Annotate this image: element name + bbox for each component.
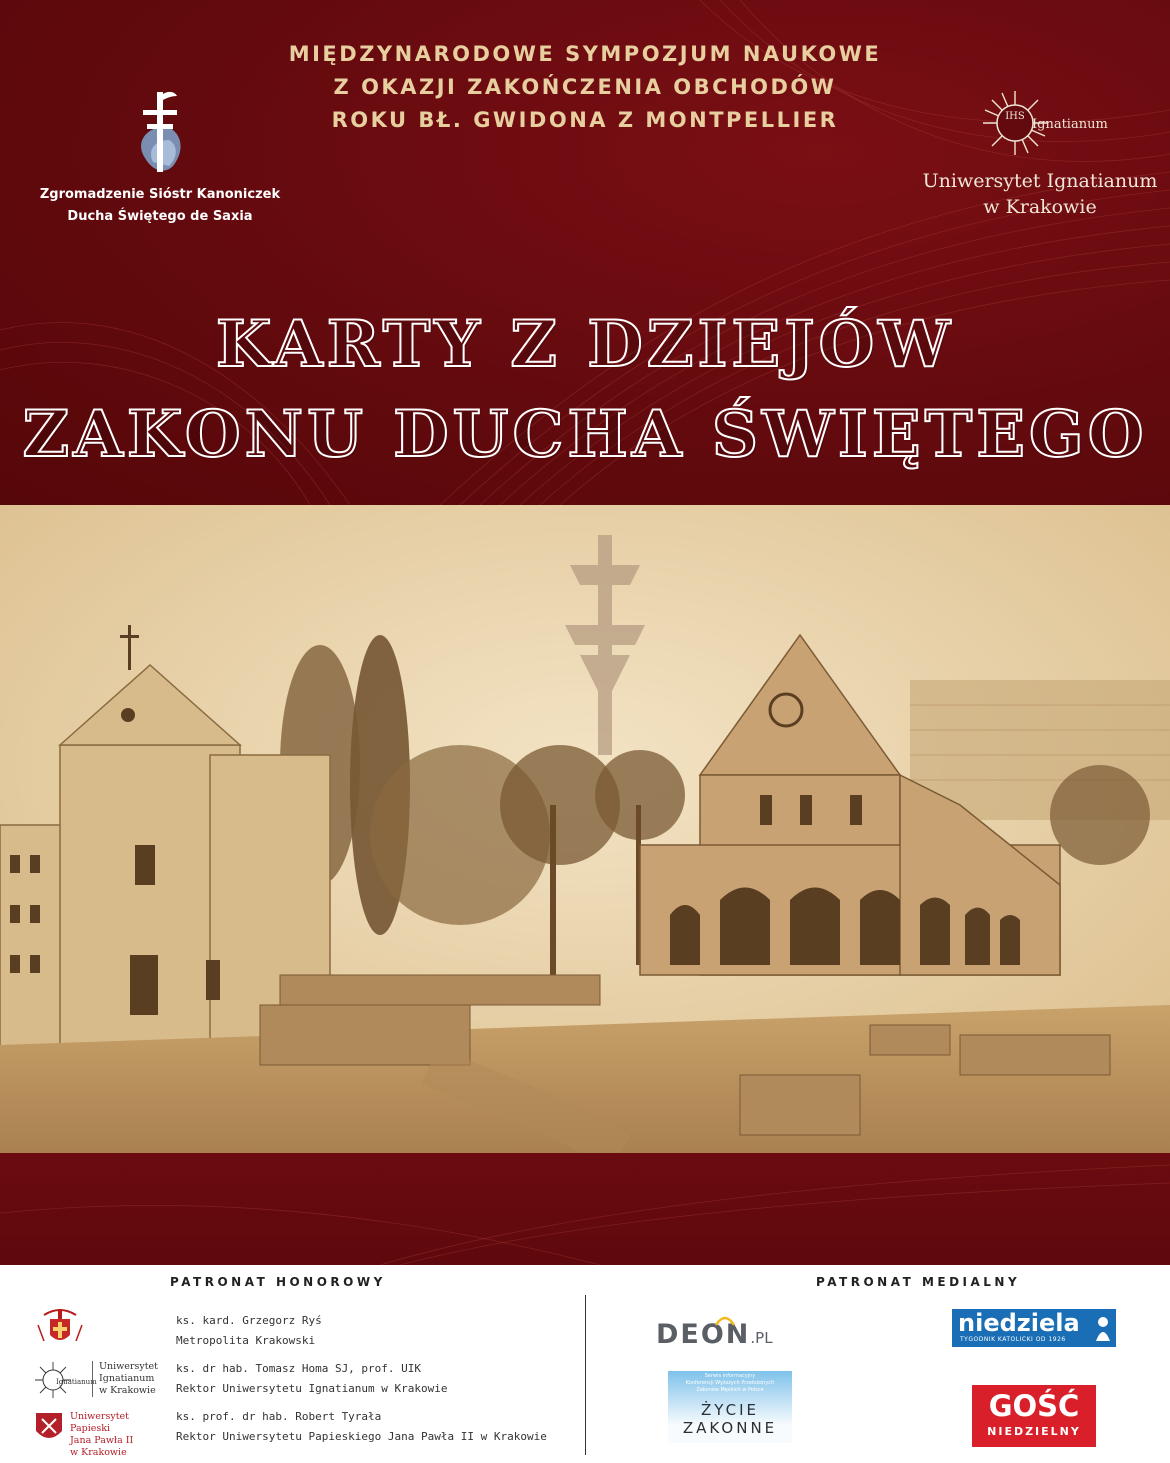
zycie-small-line: Zakonów Męskich w Polsce: [696, 1387, 764, 1393]
deon-suffix: .PL: [750, 1329, 773, 1347]
title-line: ZAKONU DUCHA ŚWIĘTEGO: [22, 397, 1148, 472]
patron-name: ks. dr hab. Tomasz Homa SJ, prof. UIK: [176, 1362, 422, 1375]
patron-title: Rektor Uniwersytetu Ignatianum w Krakowie: [176, 1382, 448, 1395]
ignatianum-logo: [910, 88, 1170, 220]
patron-name: ks. prof. dr hab. Robert Tyrała: [176, 1410, 382, 1423]
logo-line: Uniwersytet: [99, 1361, 158, 1372]
lower-band: [0, 1153, 1170, 1265]
logo-line: Jana Pawła II: [70, 1435, 134, 1446]
gosc-niedzielny-logo: [972, 1385, 1096, 1447]
zycie-main-line: ŻYCIE: [701, 1401, 759, 1419]
patron-title: Rektor Uniwersytetu Papieskiego Jana Pawła II w Krakowie: [176, 1430, 547, 1443]
logo-line: w Krakowie: [99, 1385, 156, 1396]
patron-title: Metropolita Krakowski: [176, 1334, 316, 1347]
ihs-sun-small-icon: [34, 1361, 97, 1399]
cross-dove-logo-icon: [125, 88, 195, 178]
zycie-main-text: [668, 1401, 792, 1437]
congregation-name-line: Ducha Świętego de Saxia: [67, 209, 253, 224]
zycie-small-text: [668, 1373, 792, 1394]
deon-wordmark: DEON: [656, 1319, 751, 1350]
honorary-patronage-heading: PATRONAT HONOROWY: [170, 1275, 386, 1289]
patrons-section: [0, 1265, 1170, 1463]
zycie-zakonne-logo: [668, 1371, 792, 1443]
ignatianum-small-logo-text: [92, 1361, 158, 1397]
university-name-line: Uniwersytet Ignatianum: [922, 170, 1158, 192]
gosc-subtitle: NIEDZIELNY: [987, 1425, 1081, 1438]
upjp2-shield-icon: [34, 1411, 64, 1445]
ignatianum-emblem-text: Ignatianum: [56, 1378, 97, 1386]
gosc-wordmark: GOŚĆ: [988, 1389, 1080, 1423]
niedziela-wordmark: niedziela: [958, 1309, 1080, 1337]
subtitle-line: ROKU BŁ. GWIDONA Z MONTPELLIER: [331, 108, 839, 132]
logo-line: w Krakowie: [70, 1447, 127, 1458]
patron-name: ks. kard. Grzegorz Ryś: [176, 1314, 322, 1327]
sepia-churches-with-double-cross-icon: [0, 505, 1170, 1153]
ihs-text: IHS: [1005, 111, 1025, 122]
zycie-main-line: ZAKONNE: [682, 1419, 778, 1437]
header-band: [0, 0, 1170, 505]
deon-halo-icon: [714, 1313, 736, 1327]
cardinal-coat-of-arms-icon: [36, 1305, 84, 1347]
sepia-illustration: [0, 505, 1170, 1153]
ihs-sun-logo-icon: [980, 88, 1108, 158]
decorative-swirls: [0, 1153, 1170, 1265]
niedziela-logo: [952, 1309, 1116, 1347]
ignatianum-emblem-text: Ignatianum: [1032, 117, 1108, 132]
main-title: [0, 300, 1170, 480]
deon-logo: [656, 1319, 773, 1350]
zycie-small-line: Konferencji Wyższych Przełożonych: [685, 1380, 775, 1386]
upjp2-logo-text: [70, 1411, 164, 1459]
logo-line: Uniwersytet Papieski: [70, 1411, 129, 1434]
logo-line: Ignatianum: [99, 1373, 155, 1384]
niedziela-subtitle: TYGODNIK KATOLICKI OD 1926: [960, 1336, 1066, 1343]
title-line: KARTY Z DZIEJÓW: [215, 307, 955, 382]
university-name-line: w Krakowie: [983, 196, 1097, 218]
congregation-name-line: Zgromadzenie Sióstr Kanoniczek: [39, 187, 281, 202]
media-patronage-heading: PATRONAT MEDIALNY: [816, 1275, 1021, 1289]
patron-divider: [585, 1295, 586, 1455]
zycie-small-line: Serwis informacyjny: [704, 1373, 756, 1379]
congregation-logo: [20, 88, 300, 228]
madonna-icon: [1094, 1315, 1112, 1341]
cardinal-coat-of-arms-logo: [36, 1305, 84, 1351]
subtitle-line: MIĘDZYNARODOWE SYMPOZJUM NAUKOWE: [288, 42, 882, 66]
subtitle-line: Z OKAZJI ZAKOŃCZENIA OBCHODÓW: [333, 75, 837, 99]
